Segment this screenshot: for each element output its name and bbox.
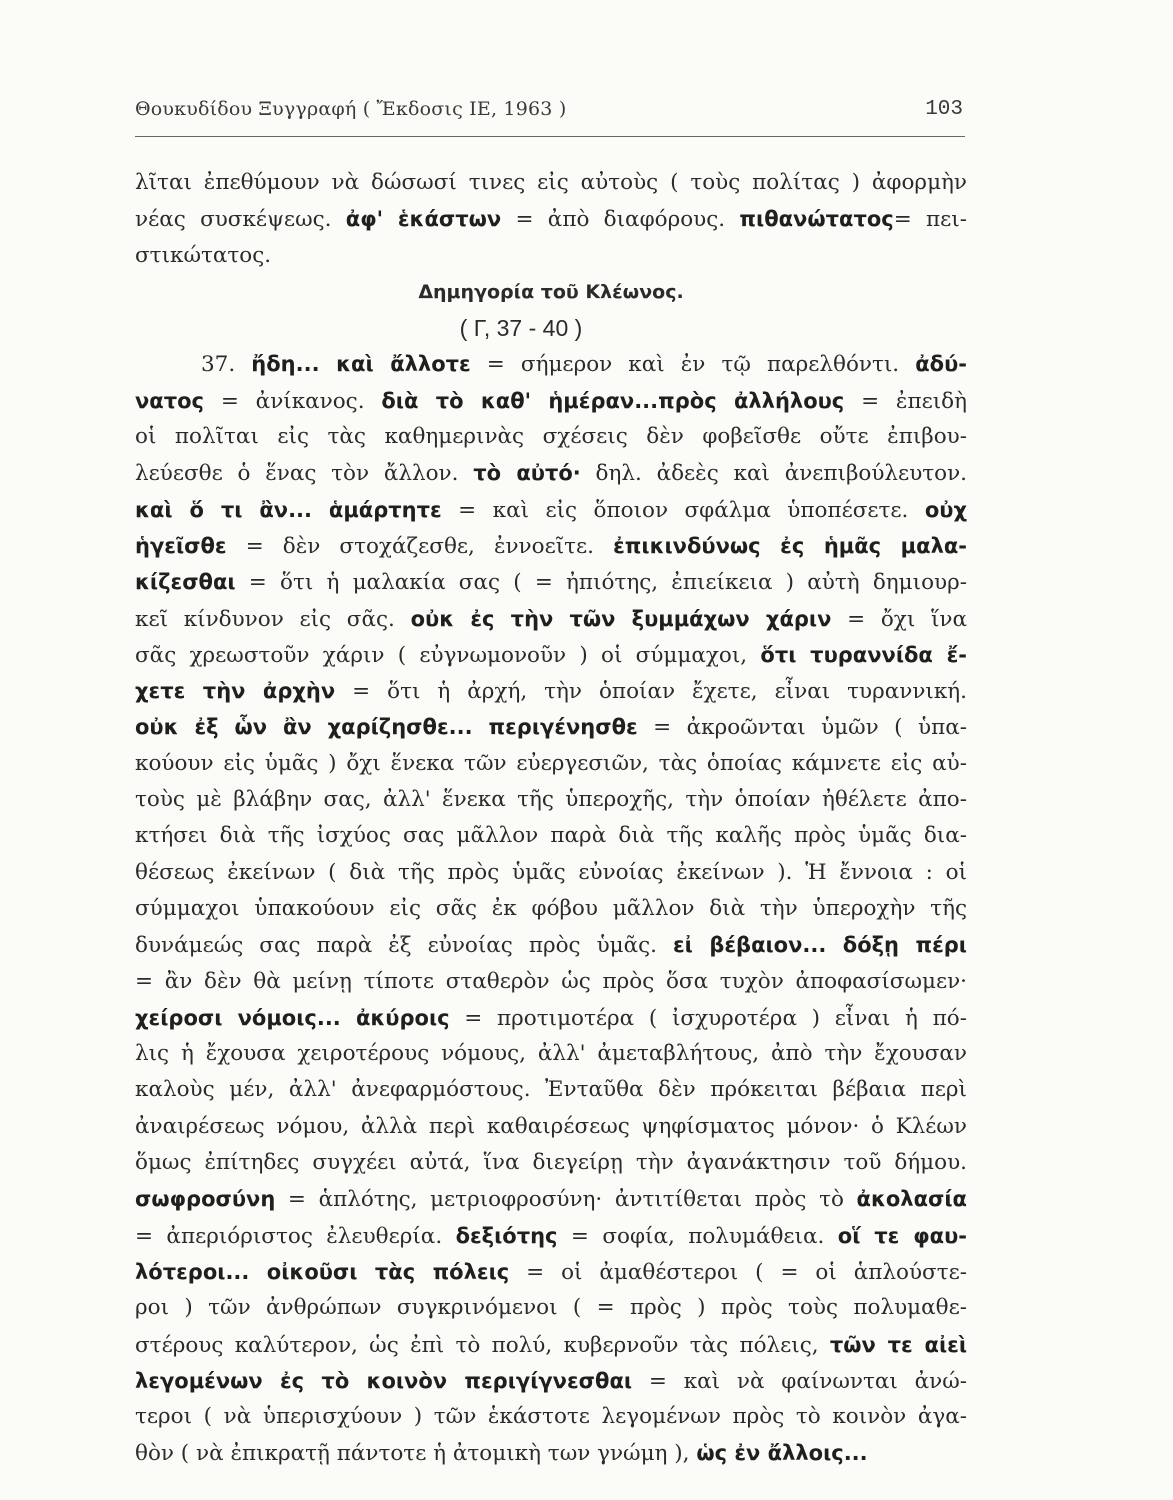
text-line bbox=[135, 1218, 967, 1254]
gloss-text: νέας συσκέψεως. bbox=[135, 207, 346, 233]
gloss-text: σᾶς χρεωστοῦν χάριν ( εὐγνωμονοῦν ) οἱ σύμμαχοι, bbox=[135, 642, 761, 668]
gloss-text: δηλ. ἀδεὲς καὶ ἀνεπιβούλευτον. bbox=[580, 461, 968, 487]
text-line bbox=[135, 1109, 967, 1145]
gloss-text: στικώτατος. bbox=[135, 242, 272, 268]
gloss-text: τοὺς μὲ βλάβην σας, ἀλλ' ἕνεκα τῆς ὑπεροχῆς, τὴν ὁποίαν ἠθέλετε ἀπο- bbox=[135, 787, 967, 813]
gloss-text: θὸν ( νὰ ἐπικρατῇ πάντοτε ἡ ἀτομικὴ των γνώμη ), bbox=[135, 1441, 697, 1467]
text-line bbox=[135, 455, 967, 491]
text-line bbox=[135, 238, 967, 274]
page-number: 103 bbox=[925, 98, 963, 121]
lemma-term: οἵ τε φαυ- bbox=[837, 1223, 967, 1248]
lemma-term: κίζεσθαι bbox=[135, 570, 236, 595]
text-line bbox=[135, 492, 967, 528]
text-line bbox=[135, 818, 967, 854]
text-line bbox=[135, 927, 967, 963]
gloss-text: ἀναιρέσεως νόμου, ἀλλὰ περὶ καθαιρέσεως ψηφίσματος μόνον· ὁ Κλέων bbox=[135, 1113, 967, 1139]
text-line bbox=[135, 1399, 967, 1435]
gloss-text: = ἀπεριόριστος ἐλευθερία. bbox=[135, 1223, 456, 1249]
gloss-text: σύμμαχοι ὑπακούουν εἰς σᾶς ἐκ φόβου μᾶλλον διὰ τὴν ὑπεροχὴν τῆς bbox=[135, 895, 967, 921]
gloss-text: = δὲν στοχάζεσθε, ἐννοεῖτε. bbox=[226, 533, 614, 559]
lemma-term: ἡγεῖσθε bbox=[135, 533, 227, 558]
section-reference: ( Γ, 37 - 40 ) bbox=[459, 315, 583, 342]
text-line bbox=[135, 310, 967, 346]
commentary-text bbox=[135, 165, 967, 1472]
text-line bbox=[135, 165, 967, 201]
lemma-term: εἰ βέβαιον... δόξῃ πέρι bbox=[672, 933, 967, 958]
text-line bbox=[135, 1145, 967, 1181]
gloss-text: = ὅτι ἡ μαλακία σας ( = ἠπιότης, ἐπιείκεια ) αὐτὴ δημιουρ- bbox=[235, 570, 967, 596]
gloss-text: λεύεσθε ὁ ἕνας τὸν ἄλλον. bbox=[135, 461, 474, 487]
text-line bbox=[135, 1435, 967, 1471]
lemma-term: τὸ αὐτό· bbox=[473, 461, 581, 486]
gloss-text: = ἐπειδὴ bbox=[844, 388, 967, 414]
lemma-term: πιθανώτατος bbox=[739, 207, 894, 232]
text-line bbox=[135, 1254, 967, 1290]
text-line bbox=[135, 564, 967, 600]
gloss-text: κούουν εἰς ὑμᾶς ) ὄχι ἕνεκα τῶν εὐεργεσιῶν, τὰς ὁποίας κάμνετε εἰς αὐ- bbox=[135, 750, 967, 776]
text-line bbox=[135, 709, 967, 745]
gloss-text: = οἱ ἀμαθέστεροι ( = οἱ ἁπλούστε- bbox=[509, 1259, 967, 1285]
text-line bbox=[135, 746, 967, 782]
lemma-term: λεγομένων ἐς τὸ κοινὸν περιγίγνεσθαι bbox=[135, 1368, 633, 1393]
gloss-text: = πει- bbox=[893, 207, 967, 233]
gloss-text: = ὅτι ἡ ἀρχή, τὴν ὁποίαν ἔχετε, εἶναι τυραννική. bbox=[335, 679, 967, 705]
text-line bbox=[135, 601, 967, 637]
gloss-text: λῖται ἐπεθύμουν νὰ δώσωσί τινες εἰς αὐτοὺς ( τοὺς πολίτας ) ἀφορμὴν bbox=[135, 170, 967, 195]
text-line bbox=[135, 383, 967, 419]
text-line bbox=[135, 346, 967, 382]
text-line bbox=[135, 419, 967, 455]
gloss-text: οἱ πολῖται εἰς τὰς καθημερινὰς σχέσεις δὲν φοβεῖσθε οὔτε ἐπιβου- bbox=[135, 424, 967, 450]
gloss-text: = ἁπλότης, μετριοφροσύνη· ἀντιτίθεται πρὸς τὸ bbox=[275, 1187, 857, 1213]
lemma-term: ἀφ' ἑκάστων bbox=[345, 207, 502, 232]
lemma-term: χετε τὴν ἀρχὴν bbox=[135, 679, 336, 704]
gloss-text: λις ἡ ἔχουσα χειροτέρους νόμους, ἀλλ' ἀμεταβλήτους, ἀπὸ τὴν ἔχουσαν bbox=[135, 1041, 967, 1067]
lemma-term: οὐχ bbox=[924, 497, 967, 522]
text-line bbox=[135, 855, 967, 891]
lemma-term: σωφροσύνη bbox=[135, 1187, 276, 1212]
gloss-text: = σήμερον καὶ ἐν τῷ παρελθόντι. bbox=[470, 352, 916, 378]
gloss-text: στέρους καλύτερον, ὡς ἐπὶ τὸ πολύ, κυβερνοῦν τὰς πόλεις, bbox=[135, 1332, 830, 1358]
gloss-text: = προτιμοτέρα ( ἰσχυροτέρα ) εἶναι ἡ πό- bbox=[449, 1005, 967, 1031]
text-line bbox=[135, 1327, 967, 1363]
text-line bbox=[135, 891, 967, 927]
gloss-text: = ἀνίκανος. bbox=[204, 388, 382, 414]
gloss-text: κτήσει διὰ τῆς ἰσχύος σας μᾶλλον παρὰ διὰ τῆς καλῆς πρὸς ὑμᾶς δια- bbox=[135, 823, 967, 849]
lemma-term: νατος bbox=[135, 388, 205, 413]
text-line bbox=[135, 1000, 967, 1036]
lemma-term: δεξιότης bbox=[455, 1223, 558, 1248]
lemma-term: τῶν τε αἰεὶ bbox=[829, 1332, 967, 1357]
gloss-text: θέσεως ἐκείνων ( διὰ τῆς πρὸς ὑμᾶς εὐνοίας ἐκείνων ). Ἡ ἔννοια : οἱ bbox=[135, 859, 967, 885]
lemma-term: ἐπικινδύνως ἐς ἡμᾶς μαλα- bbox=[613, 533, 967, 558]
text-line bbox=[135, 1036, 967, 1072]
gloss-text: ροι ) τῶν ἀνθρώπων συγκρινόμενοι ( = πρὸς ) πρὸς τοὺς πολυμαθε- bbox=[135, 1295, 967, 1321]
lemma-term: καὶ ὅ τι ἂν... ἁμάρτητε bbox=[135, 497, 442, 522]
gloss-text: = ἀκροῶνται ὑμῶν ( ὑπα- bbox=[637, 715, 967, 741]
lemma-term: διὰ τὸ καθ' ἡμέραν...πρὸς ἀλλήλους bbox=[381, 388, 845, 413]
lemma-term: οὐκ ἐξ ὧν ἂν χαρίζησθε... περιγένησθε bbox=[135, 715, 638, 740]
gloss-text: = καὶ νὰ φαίνωνται ἀνώ- bbox=[632, 1368, 967, 1394]
text-line bbox=[135, 782, 967, 818]
gloss-text: = ἀπὸ διαφόρους. bbox=[501, 207, 740, 233]
gloss-text: 37. bbox=[201, 352, 252, 378]
text-line bbox=[135, 528, 967, 564]
gloss-text: καλοὺς μέν, ἀλλ' ἀνεφαρμόστους. Ἐνταῦθα δὲν πρόκειται βέβαια περὶ bbox=[135, 1077, 967, 1103]
lemma-term: ἤδη... καὶ ἄλλοτε bbox=[251, 352, 471, 377]
gloss-text: = καὶ εἰς ὅποιον σφάλμα ὑποπέσετε. bbox=[441, 497, 925, 523]
gloss-text: δυνάμεώς σας παρὰ ἐξ εὐνοίας πρὸς ὑμᾶς. bbox=[135, 933, 673, 959]
lemma-term: ὅτι τυραννίδα ἔ- bbox=[760, 642, 968, 667]
text-line bbox=[135, 637, 967, 673]
gloss-text: = ὄχι ἵνα bbox=[831, 606, 967, 632]
lemma-term: ὡς ἐν ἄλλοις... bbox=[696, 1441, 868, 1466]
text-line bbox=[135, 1290, 967, 1326]
gloss-text: = ἂν δὲν θὰ μείνῃ τίποτε σταθερὸν ὡς πρὸς ὅσα τυχὸν ἀποφασίσωμεν· bbox=[135, 968, 967, 994]
text-line bbox=[135, 274, 967, 310]
lemma-term: ἀδύ- bbox=[915, 352, 967, 377]
gloss-text: τεροι ( νὰ ὑπερισχύουν ) τῶν ἑκάστοτε λεγομένων πρὸς τὸ κοινὸν ἀγα- bbox=[135, 1404, 967, 1430]
text-line bbox=[135, 1181, 967, 1217]
lemma-term: λότεροι... οἰκοῦσι τὰς πόλεις bbox=[135, 1259, 510, 1284]
text-line bbox=[135, 964, 967, 1000]
lemma-term: ἀκολασία bbox=[856, 1187, 967, 1212]
section-title: Δημηγορία τοῦ Κλέωνος. bbox=[418, 280, 684, 303]
lemma-term: οὐκ ἐς τὴν τῶν ξυμμάχων χάριν bbox=[410, 606, 832, 631]
text-line bbox=[135, 201, 967, 237]
text-line bbox=[135, 1072, 967, 1108]
text-line bbox=[135, 673, 967, 709]
running-header bbox=[135, 96, 965, 137]
gloss-text: ὅμως ἐπίτηδες συγχέει αὐτά, ἵνα διεγείρῃ τὴν ἀγανάκτησιν τοῦ δήμου. bbox=[135, 1150, 967, 1176]
gloss-text: = σοφία, πολυμάθεια. bbox=[557, 1223, 838, 1249]
lemma-term: χείροσι νόμοις... ἀκύροις bbox=[135, 1005, 450, 1030]
gloss-text: κεῖ κίνδυνον εἰς σᾶς. bbox=[135, 606, 411, 632]
text-line bbox=[135, 1363, 967, 1399]
header-title: Θουκυδίδου Ξυγγραφή ( Ἔκδοσις ΙΕ, 1963 ) bbox=[135, 98, 567, 120]
